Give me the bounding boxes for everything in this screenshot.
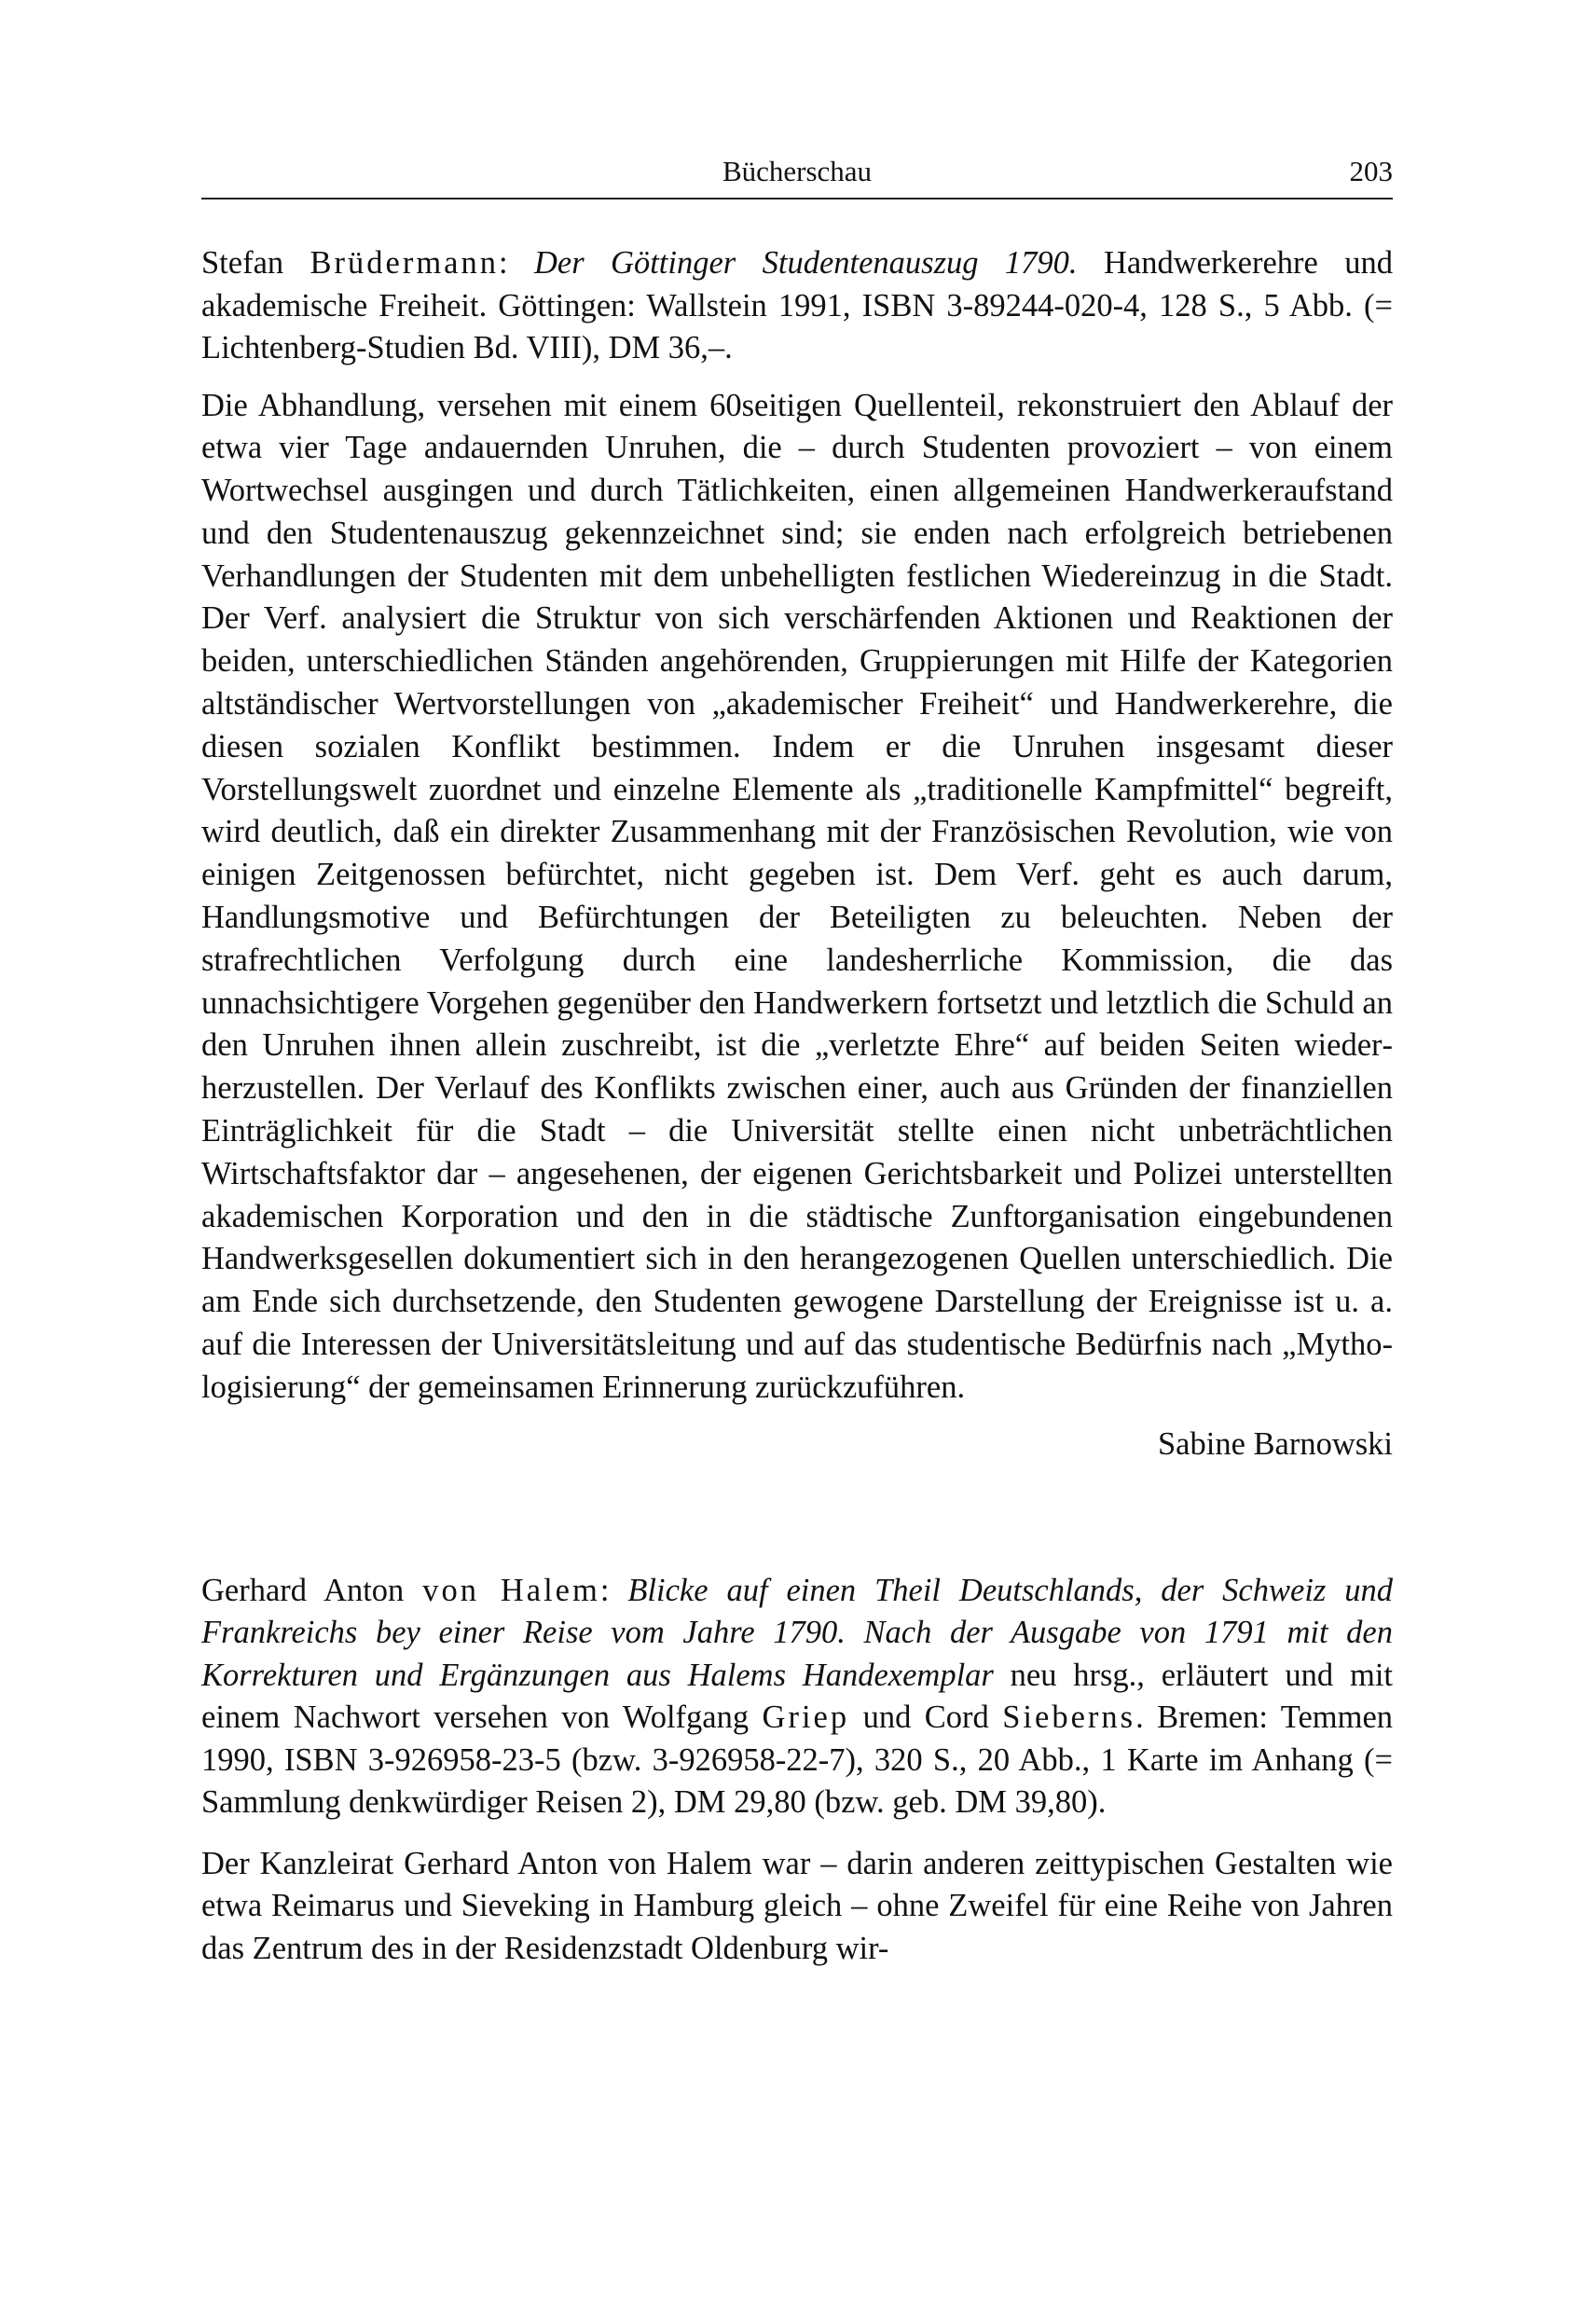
review-entry-2 bbox=[201, 1570, 1393, 1971]
bibliographic-details: Handwerkerehre und akademische Freiheit. Göttingen: Wallstein 1991, ISBN 3-89244-020-4, 128 S., 5 Abb. (= Lichtenberg-Studien Bd. VIII), DM 36,–. bbox=[201, 245, 1393, 365]
author-given-name: Stefan bbox=[201, 245, 310, 281]
bibliographic-details: und Cord bbox=[849, 1700, 1003, 1736]
review-entry-1 bbox=[201, 242, 1393, 1466]
editor-surname-2: Sieberns bbox=[1002, 1700, 1136, 1736]
author-surname: von Halem bbox=[422, 1572, 600, 1608]
separator: : bbox=[499, 245, 534, 281]
running-title: Bücherschau bbox=[722, 155, 873, 187]
author-given-name: Gerhard Anton bbox=[201, 1572, 423, 1608]
reviewer-name: Sabine Barnowski bbox=[1157, 1425, 1393, 1462]
review-body: Der Kanzleirat Gerhard Anton von Halem war – darin anderen zeittypischen Gestalten wie etwa Reimarus und Sieveking in Hamburg gleich – ohne Zweifel für eine Reihe von Jahren das Zentrum des in der Residenzstadt Oldenburg wir- bbox=[201, 1845, 1393, 1967]
author-surname: Brüdermann bbox=[310, 245, 499, 281]
book-title: Blicke auf einen Theil Deutschlands, der Schweiz und Frankreichs bey einer Reise vom Jahre 1790. Nach der Ausgabe von 1791 mit den Korrekturen und Ergänzungen aus Halems Handexemplar bbox=[201, 1572, 1393, 1693]
editor-surname-1: Griep bbox=[762, 1700, 850, 1736]
review-body: Die Abhandlung, versehen mit einem 60seitigen Quellenteil, rekonstruiert den Ablauf der etwa vier Tage andauernden Unruhen, die – durch Studenten provoziert – von einem Wortwechsel ausgingen und durch Tätlichkeiten, einen allgemeinen Handwerkeraufstand und den Studentenauszug gekennzeichnet sind; sie enden nach erfolgreich betriebenen Verhandlungen der Studenten mit dem unbehelligten festlichen Wiedereinzug in die Stadt. Der Verf. analysiert die Struktur von sich verschärfenden Aktionen und Reaktionen der beiden, unterschiedlichen Ständen angehörenden, Gruppierungen mit Hilfe der Kategorien altständischer Wertvorstellungen von „akademischer Freiheit“ und Handwerkerehre, die diesen sozialen Konflikt bestimmen. Indem er die Unruhen insgesamt dieser Vorstellungswelt zuordnet und einzelne Elemente als „traditionelle Kampfmittel“ begreift, wird deutlich, daß ein direkter Zusammenhang mit der Französischen Revolution, wie von einigen Zeitgenossen befürchtet, nicht gegeben ist. Dem Verf. geht es auch darum, Handlungsmotive und Befürchtungen der Beteiligten zu beleuchten. Neben der strafrechtlichen Verfolgung durch eine landesherrliche Kommission, die das unnachsichtigere Vorgehen gegenüber den Handwerkern fortsetzt und letztlich die Schuld an den Unruhen ihnen allein zuschreibt, ist die „verletzte Ehre“ auf beiden Seiten wiederherzustellen. Der Verlauf des Konflikts zwischen einer, auch aus Gründen der finanziellen Einträglichkeit für die Stadt – die Universität stellte einen nicht unbeträchtlichen Wirtschaftsfaktor dar – angesehenen, der eigenen Gerichtsbarkeit und Polizei unterstellten akademischen Korporation und den in die städtische Zunftorganisation eingebundenen Handwerksgesellen dokumentiert sich in den herangezogenen Quellen unterschiedlich. Die am Ende sich durchsetzende, den Studenten gewogene Darstellung der Ereignisse ist u. a. auf die Interessen der Universitätsleitung und auf das studentische Bedürfnis nach „Mythologisierung“ der gemeinsamen Erinnerung zurückzuführen. bbox=[201, 387, 1393, 1405]
bibliographic-details: neu hrsg., erläutert und mit einem Nachwort versehen von Wolfgang bbox=[201, 1657, 1393, 1736]
separator: : bbox=[599, 1572, 628, 1608]
document-page bbox=[201, 149, 1393, 1971]
running-head bbox=[201, 149, 1393, 200]
bibliographic-reference bbox=[201, 1570, 1393, 1824]
bibliographic-details: . Bremen: Temmen 1990, ISBN 3-926958-23-5 (bzw. 3-926958-22-7), 320 S., 20 Abb., 1 Karte im Anhang (= Sammlung denkwürdiger Reisen 2), DM 29,80 (bzw. geb. DM 39,80). bbox=[201, 1700, 1394, 1821]
book-title: Der Göttinger Studentenauszug 1790. bbox=[534, 245, 1078, 281]
bibliographic-reference bbox=[201, 242, 1393, 370]
page-number: 203 bbox=[1349, 155, 1393, 187]
